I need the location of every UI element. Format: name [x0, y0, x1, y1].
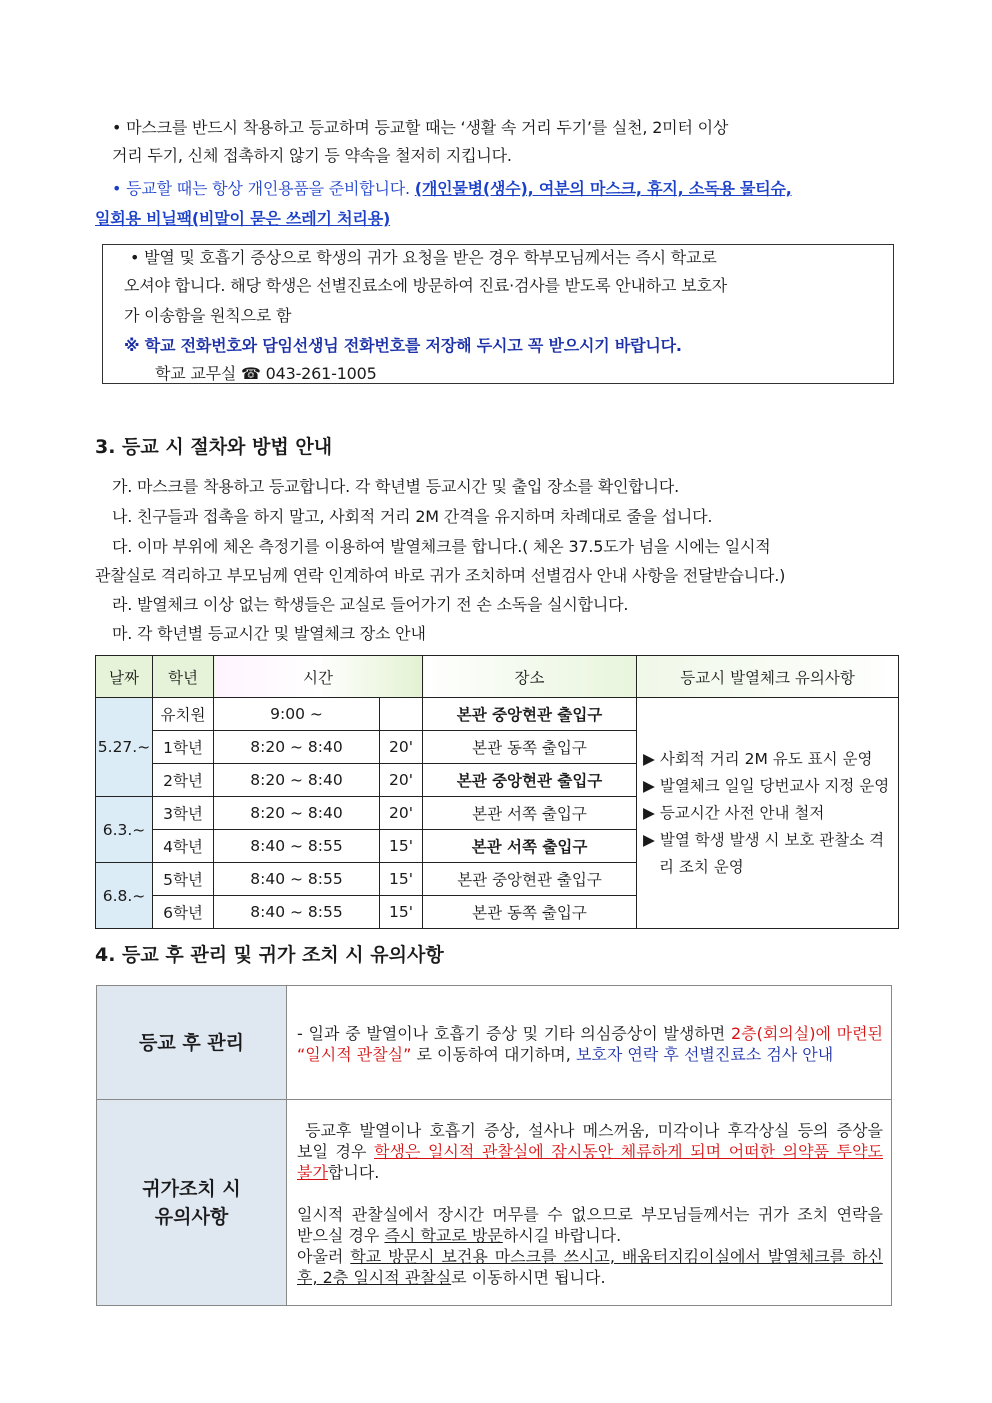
- note-item: ▶ 등교시간 사전 안내 철저: [643, 803, 825, 822]
- mgmt-body-return-home: [287, 1100, 892, 1306]
- grade-cell: 5학년: [153, 863, 214, 896]
- bullet-items-list-cont: 일회용 비닐팩(비말이 묻은 쓰레기 처리용): [95, 209, 391, 228]
- bullet-items-list: (개인물병(생수), 여분의 마스크, 휴지, 소독용 물티슈,: [414, 179, 792, 198]
- mgmt-head-line: 귀가조치 시: [142, 1177, 241, 1200]
- notice-phone-save: ※ 학교 전화번호와 담임선생님 전화번호를 저장해 두시고 꼭 받으시기 바랍니다.: [124, 336, 682, 355]
- management-table: [96, 985, 892, 1306]
- observation-room-text: 2층(회의실)에 마련된 “일시적 관찰실”: [297, 1023, 884, 1064]
- duration-cell: 15': [380, 863, 423, 896]
- time-cell: 8:40 ~ 8:55: [214, 830, 380, 863]
- duration-cell: [380, 698, 423, 731]
- bullet-mask-line1: • 마스크를 반드시 착용하고 등교하며 등교할 때는 ‘생활 속 거리 두기’를 실천, 2미터 이상: [112, 118, 729, 137]
- mgmt-row-return-home: [97, 1100, 892, 1306]
- note-item: ▶ 발열 학생 발생 시 보호 관찰소 격리 조치 운영: [643, 830, 885, 876]
- place-cell: 본관 서쪽 출입구: [423, 797, 637, 830]
- mgmt-text: - 일과 중 발열이나 호흡기 증상 및 기타 의심증상이 발생하면: [297, 1023, 731, 1043]
- step-ma: 마. 각 학년별 등교시간 및 발열체크 장소 안내: [112, 624, 426, 643]
- visit-school-text: 즉시 학교로 방문: [384, 1225, 503, 1245]
- section3-heading: 3. 등교 시 절차와 방법 안내: [95, 436, 333, 458]
- grade-cell: 1학년: [153, 731, 214, 764]
- place-cell: 본관 중앙현관 출입구: [423, 698, 637, 731]
- mgmt-text: 아울러: [297, 1246, 351, 1266]
- mgmt-text: 합니다.: [327, 1162, 380, 1182]
- notice-line1: • 발열 및 호흡기 증상으로 학생의 귀가 요청을 받은 경우 학부모님께서는 즉시 학교로: [130, 248, 717, 267]
- section3-title: [95, 433, 332, 461]
- header-place: 장소: [423, 656, 637, 698]
- school-phone: 학교 교무실 ☎ 043-261-1005: [155, 364, 377, 383]
- step-ga: 가. 마스크를 착용하고 등교합니다. 각 학년별 등교시간 및 출입 장소를 확인합니다.: [112, 477, 679, 496]
- no-medication-text: 학생은 일시적 관찰실에 잠시동안 체류하게 되며 어떠한 의약품 투약도 불가: [297, 1141, 883, 1182]
- bullet-items: [112, 175, 792, 203]
- guardian-contact-text: 보호자 연락 후 선별진료소 검사 안내: [575, 1044, 834, 1064]
- date-cell: 5.27.~: [96, 698, 153, 797]
- bullet-mask-line2: 거리 두기, 신체 접촉하지 않기 등 약속을 철저히 지킵니다.: [112, 146, 512, 165]
- mgmt-head-return-home: [97, 1100, 287, 1306]
- step-da-line1: 다. 이마 부위에 체온 측정기를 이용하여 발열체크를 합니다.( 체온 37.5도가 넘을 시에는 일시적: [112, 537, 771, 556]
- header-date: 날짜: [96, 656, 153, 698]
- place-cell: 본관 동쪽 출입구: [423, 896, 637, 929]
- time-cell: 8:20 ~ 8:40: [214, 764, 380, 797]
- mgmt-head-after-arrival: 등교 후 관리: [97, 986, 287, 1100]
- schedule-header-row: [96, 656, 899, 698]
- section4-heading: 4. 등교 후 관리 및 귀가 조치 시 유의사항: [95, 944, 444, 966]
- mgmt-text: 등교후 발열이나 호흡기 증상, 설사나 메스꺼움, 미각이나 후각상실 등의 증상을 보일 경우: [297, 1120, 883, 1161]
- grade-cell: 2학년: [153, 764, 214, 797]
- grade-cell: 4학년: [153, 830, 214, 863]
- header-time: 시간: [214, 656, 423, 698]
- date-cell: 6.8.~: [96, 863, 153, 929]
- mgmt-paragraph: [297, 1204, 883, 1246]
- duration-cell: 20': [380, 731, 423, 764]
- time-cell: 8:20 ~ 8:40: [214, 797, 380, 830]
- place-cell: 본관 중앙현관 출입구: [423, 863, 637, 896]
- mgmt-text: 로 이동하여 대기하며,: [411, 1044, 576, 1064]
- grade-cell: 3학년: [153, 797, 214, 830]
- place-cell: 본관 동쪽 출입구: [423, 731, 637, 764]
- mgmt-text: 일시적 관찰실에서 장시간 머무를 수 없으므로 부모님들께서는 귀가 조치 연락을 받으실 경우: [297, 1204, 883, 1245]
- visit-procedure-text: 학교 방문시 보건용 마스크를 쓰시고, 배움터지킴이실에서 발열체크를 하신 후, 2층 일시적 관찰실: [297, 1246, 883, 1287]
- duration-cell: 15': [380, 830, 423, 863]
- time-cell: 8:40 ~ 8:55: [214, 863, 380, 896]
- place-cell: 본관 서쪽 출입구: [423, 830, 637, 863]
- grade-cell: 유치원: [153, 698, 214, 731]
- mgmt-paragraph: [297, 1246, 883, 1288]
- mgmt-row-after-arrival: [97, 986, 892, 1100]
- spacer: [297, 1183, 883, 1204]
- duration-cell: 20': [380, 764, 423, 797]
- duration-cell: 15': [380, 896, 423, 929]
- grade-cell: 6학년: [153, 896, 214, 929]
- table-row: [96, 698, 899, 731]
- time-cell: 9:00 ~: [214, 698, 380, 731]
- header-grade: 학년: [153, 656, 214, 698]
- duration-cell: 20': [380, 797, 423, 830]
- mgmt-paragraph: [297, 1120, 883, 1183]
- section4-title: [95, 941, 444, 969]
- mgmt-text: 하시길 바랍니다.: [502, 1225, 622, 1245]
- step-da-line2: 관찰실로 격리하고 부모님께 연락 인계하여 바로 귀가 조치하며 선별검사 안내 사항을 전달받습니다.): [95, 566, 786, 585]
- schedule-table: [95, 655, 899, 929]
- step-ra: 라. 발열체크 이상 없는 학생들은 교실로 들어가기 전 손 소독을 실시합니다.: [112, 595, 629, 614]
- mgmt-head-line: 유의사항: [154, 1205, 229, 1228]
- step-na: 나. 친구들과 접촉을 하지 말고, 사회적 거리 2M 간격을 유지하며 차례대로 줄을 섭니다.: [112, 507, 713, 526]
- bullet-items-lead: • 등교할 때는 항상 개인용품을 준비합니다.: [112, 179, 415, 198]
- place-cell: 본관 중앙현관 출입구: [423, 764, 637, 797]
- note-item: ▶ 발열체크 일일 당번교사 지정 운영: [643, 776, 890, 795]
- notice-line3: 가 이송함을 원칙으로 함: [124, 306, 292, 325]
- mgmt-text: 로 이동하시면 됩니다.: [451, 1267, 606, 1287]
- notes-cell: [637, 698, 899, 929]
- notice-line2: 오셔야 합니다. 해당 학생은 선별진료소에 방문하여 진료·검사를 받도록 안내하고 보호자: [124, 276, 727, 295]
- mgmt-body-after-arrival: [287, 986, 892, 1100]
- header-note: 등교시 발열체크 유의사항: [637, 656, 899, 698]
- date-cell: 6.3.~: [96, 797, 153, 863]
- time-cell: 8:40 ~ 8:55: [214, 896, 380, 929]
- time-cell: 8:20 ~ 8:40: [214, 731, 380, 764]
- note-item: ▶ 사회적 거리 2M 유도 표시 운영: [643, 749, 873, 768]
